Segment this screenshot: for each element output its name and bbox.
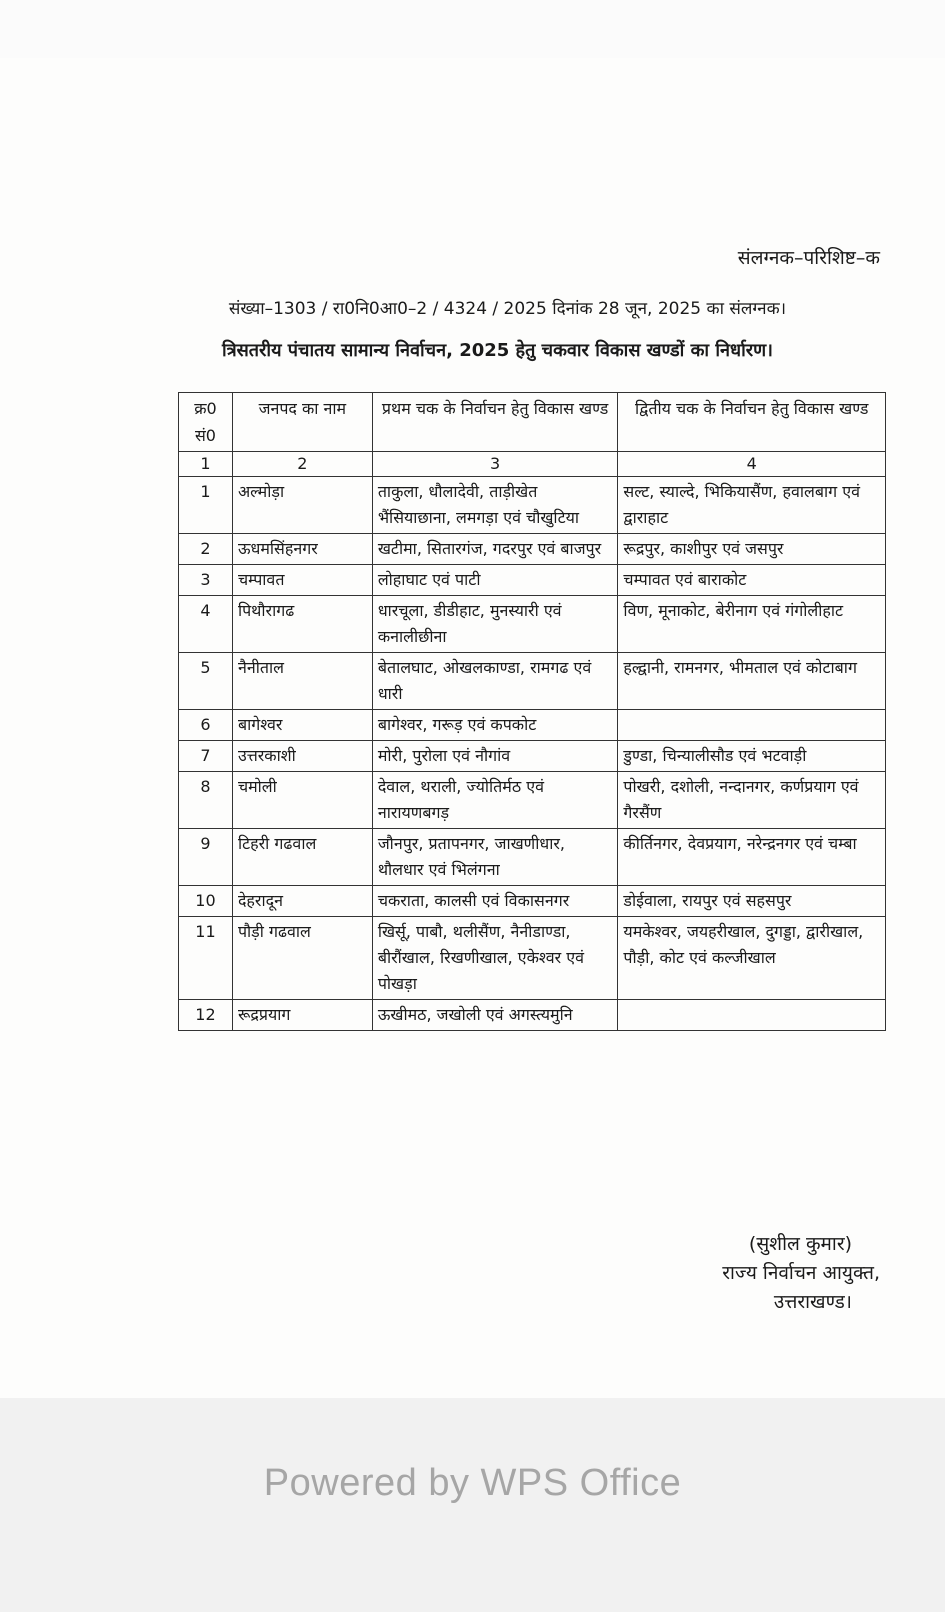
phase1-cell: जौनपुर, प्रतापनगर, जाखणीधार, थौलधार एवं भिलंगना bbox=[372, 829, 618, 886]
phase2-cell: विण, मूनाकोट, बेरीनाग एवं गंगोलीहाट bbox=[618, 596, 886, 653]
phase1-cell: धारचूला, डीडीहाट, मुनस्यारी एवं कनालीछीना bbox=[372, 596, 618, 653]
signature-block bbox=[722, 1230, 880, 1317]
serial-cell: 4 bbox=[179, 596, 233, 653]
table-row bbox=[179, 1000, 886, 1031]
district-cell: देहरादून bbox=[232, 886, 372, 917]
table-row bbox=[179, 534, 886, 565]
phase2-cell: हल्द्वानी, रामनगर, भीमताल एवं कोटाबाग bbox=[618, 653, 886, 710]
phase2-cell bbox=[618, 710, 886, 741]
phase2-cell: कीर्तिनगर, देवप्रयाग, नरेन्द्रनगर एवं चम्बा bbox=[618, 829, 886, 886]
district-cell: ऊधमसिंहनगर bbox=[232, 534, 372, 565]
serial-cell: 5 bbox=[179, 653, 233, 710]
district-cell: टिहरी गढवाल bbox=[232, 829, 372, 886]
phase1-cell: ऊखीमठ, जखोली एवं अगस्त्यमुनि bbox=[372, 1000, 618, 1031]
signatory-state: उत्तराखण्ड। bbox=[773, 1291, 852, 1313]
district-cell: बागेश्वर bbox=[232, 710, 372, 741]
phase2-cell: डोईवाला, रायपुर एवं सहसपुर bbox=[618, 886, 886, 917]
phase1-cell: बागेश्वर, गरूड़ एवं कपकोट bbox=[372, 710, 618, 741]
footer-bar bbox=[0, 1398, 945, 1612]
phase1-cell: खिर्सू, पाबौ, थलीसैंण, नैनीडाण्डा, बीरौंखाल, रिखणीखाल, एकेश्वर एवं पोखड़ा bbox=[372, 917, 618, 1000]
phase2-cell: रूद्रपुर, काशीपुर एवं जसपुर bbox=[618, 534, 886, 565]
phase1-cell: बेतालघाट, ओखलकाण्डा, रामगढ एवं धारी bbox=[372, 653, 618, 710]
phase2-cell: सल्ट, स्याल्दे, भिकियासैंण, हवालबाग एवं द्वाराहाट bbox=[618, 477, 886, 534]
column-number: 4 bbox=[618, 452, 886, 477]
serial-cell: 10 bbox=[179, 886, 233, 917]
header-district: जनपद का नाम bbox=[232, 393, 372, 452]
serial-cell: 9 bbox=[179, 829, 233, 886]
district-cell: अल्मोड़ा bbox=[232, 477, 372, 534]
header-phase2: द्वितीय चक के निर्वाचन हेतु विकास खण्ड bbox=[618, 393, 886, 452]
table-row bbox=[179, 886, 886, 917]
phase1-cell: देवाल, थराली, ज्योतिर्मठ एवं नारायणबगड़ bbox=[372, 772, 618, 829]
phase2-cell bbox=[618, 1000, 886, 1031]
district-cell: उत्तरकाशी bbox=[232, 741, 372, 772]
serial-cell: 2 bbox=[179, 534, 233, 565]
table-row bbox=[179, 772, 886, 829]
serial-cell: 11 bbox=[179, 917, 233, 1000]
district-cell: नैनीताल bbox=[232, 653, 372, 710]
district-cell: रूद्रप्रयाग bbox=[232, 1000, 372, 1031]
district-cell: पिथौरागढ bbox=[232, 596, 372, 653]
annex-label: संलग्नक–परिशिष्ट–क bbox=[737, 247, 880, 269]
table-row bbox=[179, 477, 886, 534]
reference-line: संख्या–1303 / रा0नि0आ0–2 / 4324 / 2025 दिनांक 28 जून, 2025 का संलग्नक। bbox=[228, 299, 787, 319]
phase2-cell: डुण्डा, चिन्यालीसौड एवं भटवाड़ी bbox=[618, 741, 886, 772]
phase2-cell: पोखरी, दशोली, नन्दानगर, कर्णप्रयाग एवं गैरसैंण bbox=[618, 772, 886, 829]
table-row bbox=[179, 741, 886, 772]
table-row bbox=[179, 710, 886, 741]
phase1-cell: चकराता, कालसी एवं विकासनगर bbox=[372, 886, 618, 917]
table-row bbox=[179, 653, 886, 710]
table-row bbox=[179, 829, 886, 886]
wps-watermark: Powered by WPS Office bbox=[263, 1462, 682, 1504]
phase1-cell: ताकुला, धौलादेवी, ताड़ीखेत भैंसियाछाना, लमगड़ा एवं चौखुटिया bbox=[372, 477, 618, 534]
phase1-cell: लोहाघाट एवं पाटी bbox=[372, 565, 618, 596]
allocation-table bbox=[178, 392, 886, 1031]
column-number: 1 bbox=[179, 452, 233, 477]
signatory-name: (सुशील कुमार) bbox=[748, 1233, 852, 1255]
serial-cell: 1 bbox=[179, 477, 233, 534]
top-strip bbox=[0, 0, 945, 58]
table-row bbox=[179, 565, 886, 596]
column-number: 3 bbox=[372, 452, 618, 477]
district-cell: पौड़ी गढवाल bbox=[232, 917, 372, 1000]
table-row bbox=[179, 917, 886, 1000]
phase2-cell: चम्पावत एवं बाराकोट bbox=[618, 565, 886, 596]
table-header-row bbox=[179, 393, 886, 452]
serial-cell: 7 bbox=[179, 741, 233, 772]
document-title: त्रिसतरीय पंचातय सामान्य निर्वाचन, 2025 हेतु चकवार विकास खण्डों का निर्धारण। bbox=[222, 340, 773, 361]
phase2-cell: यमकेश्वर, जयहरीखाल, दुगड्डा, द्वारीखाल, पौड़ी, कोट एवं कल्जीखाल bbox=[618, 917, 886, 1000]
signatory-designation: राज्य निर्वाचन आयुक्त, bbox=[722, 1262, 880, 1284]
district-cell: चम्पावत bbox=[232, 565, 372, 596]
district-cell: चमोली bbox=[232, 772, 372, 829]
serial-cell: 8 bbox=[179, 772, 233, 829]
header-serial: क्र0 सं0 bbox=[179, 393, 233, 452]
serial-cell: 3 bbox=[179, 565, 233, 596]
phase1-cell: मोरी, पुरोला एवं नौगांव bbox=[372, 741, 618, 772]
table-row bbox=[179, 596, 886, 653]
serial-cell: 6 bbox=[179, 710, 233, 741]
serial-cell: 12 bbox=[179, 1000, 233, 1031]
phase1-cell: खटीमा, सितारगंज, गदरपुर एवं बाजपुर bbox=[372, 534, 618, 565]
column-number: 2 bbox=[232, 452, 372, 477]
header-phase1: प्रथम चक के निर्वाचन हेतु विकास खण्ड bbox=[372, 393, 618, 452]
column-number-row bbox=[179, 452, 886, 477]
